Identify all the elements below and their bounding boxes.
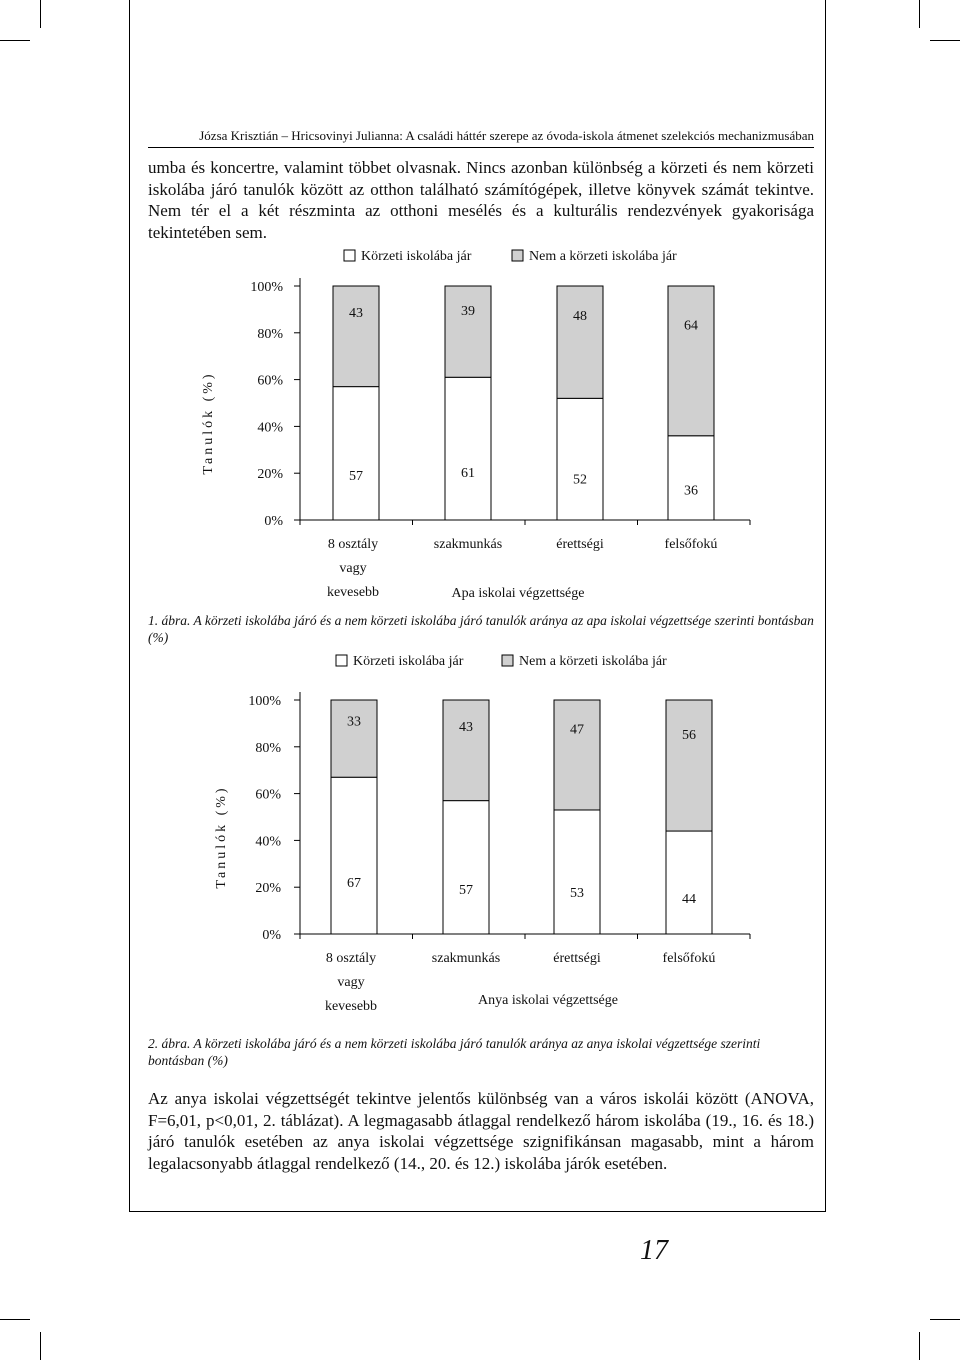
data-label-korzeti: 36 [684, 483, 698, 499]
y-tick-label: 0% [264, 514, 283, 529]
bar-segment-korzeti [668, 436, 714, 520]
y-tick-label: 60% [257, 373, 283, 389]
bar-segment-nem-korzeti [333, 286, 379, 387]
y-axis-title: Tanulók (%) [214, 785, 229, 889]
x-axis-title: Apa iskolai végzettsége [451, 586, 585, 601]
y-tick-label: 80% [255, 740, 281, 756]
x-category-label: érettségi [556, 537, 604, 552]
y-tick-label: 40% [257, 420, 283, 436]
bar-segment-korzeti [333, 387, 379, 520]
x-category-label: 8 osztály [325, 951, 377, 966]
running-header: Józsa Krisztián – Hricsovinyi Julianna: A családi háttér szerepe az óvoda-iskola átmenet szelekciós mechanizmusában [148, 128, 814, 148]
y-tick-label: 20% [255, 881, 281, 897]
data-label-korzeti: 67 [347, 875, 361, 891]
legend-swatch-korzeti [344, 250, 355, 261]
x-category-label: felsőfokú [662, 951, 716, 966]
x-category-label: vagy [339, 561, 367, 576]
x-category-label: vagy [337, 975, 365, 990]
body-paragraph: Az anya iskolai végzettségét tekintve jelentős különbség van a város iskolái között (ANOVA, F=6,01, p<0,01, 2. táblázat). A legmagasabb átlaggal rendelkező három iskolába (19., 16. és 18.) járó tanulók esetében az anya iskolai végzettsége szignifikánsan magasabb, mint a három legalacsonyabb átlaggal rendelkező (14., 20. és 12.) iskolába járók esetében. [148, 1089, 814, 1173]
data-label-nem-korzeti: 64 [684, 318, 698, 334]
data-label-nem-korzeti: 47 [570, 722, 584, 738]
legend-label-nem-korzeti: Nem a körzeti iskolába jár [529, 249, 677, 264]
y-tick-label: 40% [255, 834, 281, 850]
legend-label-korzeti: Körzeti iskolába jár [361, 249, 472, 264]
x-axis-title: Anya iskolai végzettsége [478, 993, 618, 1008]
data-label-korzeti: 53 [570, 885, 584, 901]
y-tick-label: 60% [255, 787, 281, 803]
bar-segment-korzeti [443, 801, 489, 934]
y-tick-label: 80% [257, 326, 283, 342]
data-label-nem-korzeti: 48 [573, 309, 587, 325]
x-category-label: szakmunkás [433, 537, 503, 552]
legend-label-nem-korzeti: Nem a körzeti iskolába jár [519, 654, 667, 669]
data-label-nem-korzeti: 33 [347, 714, 361, 730]
data-label-korzeti: 57 [459, 882, 473, 898]
bar-segment-korzeti [666, 831, 712, 934]
bar-segment-nem-korzeti [554, 700, 600, 810]
y-tick-label: 0% [262, 928, 281, 943]
bar-segment-nem-korzeti [557, 286, 603, 398]
figure-1-caption-number: 1. ábra. [148, 613, 191, 628]
y-tick-label: 100% [250, 280, 283, 295]
bar-segment-nem-korzeti [443, 700, 489, 801]
bar-segment-nem-korzeti [666, 700, 712, 831]
y-tick-label: 100% [248, 694, 281, 709]
data-label-nem-korzeti: 39 [461, 303, 475, 319]
x-category-label: szakmunkás [431, 951, 501, 966]
bar-segment-nem-korzeti [445, 286, 491, 377]
bar-segment-korzeti [554, 810, 600, 934]
figure-2-caption-text: A körzeti iskolába járó és a nem körzeti iskolába járó tanulók aránya az anya iskolai végzettsége szerinti bontásban (%) [148, 1036, 761, 1068]
data-label-nem-korzeti: 43 [349, 306, 363, 322]
legend-label-korzeti: Körzeti iskolába jár [353, 654, 464, 669]
data-label-nem-korzeti: 43 [459, 720, 473, 736]
bar-segment-nem-korzeti [668, 286, 714, 436]
data-label-nem-korzeti: 56 [682, 727, 696, 743]
bar-segment-nem-korzeti [331, 700, 377, 777]
data-label-korzeti: 44 [682, 892, 696, 908]
bar-segment-korzeti [445, 377, 491, 520]
intro-paragraph: umba és koncertre, valamint többet olvasnak. Nincs azonban különbség a körzeti és nem körzeti iskolába járó tanulók között az otthon található számítógépek, illetve könyvek számát tekintve. Nem tér el a két részminta az otthoni mesélés és a kulturális rendezvények gyakorisága tekintetében sem. [148, 158, 814, 242]
x-category-label: kevesebb [326, 585, 380, 600]
y-axis-title: Tanulók (%) [201, 371, 216, 475]
page-number: 17 [640, 1235, 668, 1266]
x-category-label: felsőfokú [664, 537, 718, 552]
y-tick-label: 20% [257, 467, 283, 483]
data-label-korzeti: 52 [573, 472, 587, 488]
legend-swatch-nem-korzeti [512, 250, 523, 261]
x-category-label: 8 osztály [327, 537, 379, 552]
figure-1-caption [148, 612, 814, 646]
data-label-korzeti: 57 [349, 468, 363, 484]
figure-2-caption [148, 1035, 814, 1069]
legend-swatch-nem-korzeti [502, 655, 513, 666]
x-category-label: kevesebb [324, 999, 378, 1014]
data-label-korzeti: 61 [461, 466, 475, 482]
figure-1-caption-text: A körzeti iskolába járó és a nem körzeti iskolába járó tanulók aránya az apa iskolai végzettsége szerinti bontásban (%) [148, 613, 814, 645]
legend-swatch-korzeti [336, 655, 347, 666]
bar-segment-korzeti [331, 777, 377, 934]
figure-2-caption-number: 2. ábra. [148, 1036, 191, 1051]
x-category-label: érettségi [553, 951, 601, 966]
bar-segment-korzeti [557, 398, 603, 520]
